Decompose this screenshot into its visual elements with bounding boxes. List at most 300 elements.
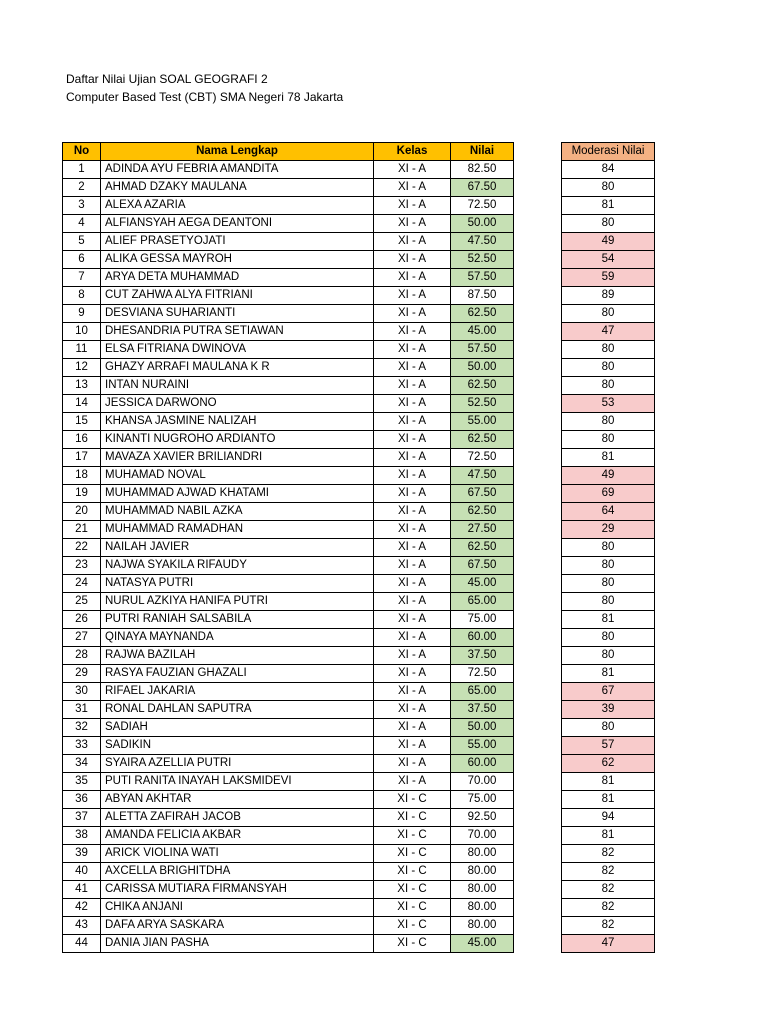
cell-name[interactable]: ABYAN AKHTAR (101, 791, 374, 809)
cell-no[interactable]: 13 (63, 377, 101, 395)
table-row (63, 773, 514, 791)
cell-name[interactable]: QINAYA MAYNANDA (101, 629, 374, 647)
cell-name[interactable]: ALIEF PRASETYOJATI (101, 233, 374, 251)
header-name[interactable]: Nama Lengkap (101, 143, 374, 161)
cell-kelas[interactable]: XI - A (374, 665, 451, 683)
table-row (63, 287, 514, 305)
cell-no[interactable]: 43 (63, 917, 101, 935)
table-row (562, 881, 655, 899)
table-row (562, 701, 655, 719)
cell-name[interactable]: RAJWA BAZILAH (101, 647, 374, 665)
cell-no[interactable]: 26 (63, 611, 101, 629)
cell-nilai[interactable]: 47.50 (451, 467, 514, 485)
table-row (63, 791, 514, 809)
cell-name[interactable]: MAVAZA XAVIER BRILIANDRI (101, 449, 374, 467)
cell-no[interactable]: 44 (63, 935, 101, 953)
cell-moderasi[interactable]: 47 (562, 935, 655, 953)
cell-no[interactable]: 27 (63, 629, 101, 647)
cell-no[interactable]: 34 (63, 755, 101, 773)
cell-name[interactable]: KINANTI NUGROHO ARDIANTO (101, 431, 374, 449)
cell-moderasi[interactable]: 81 (562, 791, 655, 809)
cell-name[interactable]: ARYA DETA MUHAMMAD (101, 269, 374, 287)
table-row (562, 791, 655, 809)
cell-moderasi[interactable]: 59 (562, 269, 655, 287)
cell-moderasi[interactable]: 81 (562, 827, 655, 845)
table-row (63, 899, 514, 917)
cell-kelas[interactable]: XI - A (374, 755, 451, 773)
cell-name[interactable]: ADINDA AYU FEBRIA AMANDITA (101, 161, 374, 179)
cell-moderasi[interactable]: 80 (562, 593, 655, 611)
cell-no[interactable]: 35 (63, 773, 101, 791)
cell-name[interactable]: ALIKA GESSA MAYROH (101, 251, 374, 269)
table-row (63, 575, 514, 593)
cell-no[interactable]: 37 (63, 809, 101, 827)
table-row (63, 395, 514, 413)
cell-kelas[interactable]: XI - C (374, 881, 451, 899)
cell-no[interactable]: 7 (63, 269, 101, 287)
cell-no[interactable]: 12 (63, 359, 101, 377)
cell-kelas[interactable]: XI - A (374, 467, 451, 485)
cell-kelas[interactable]: XI - A (374, 377, 451, 395)
cell-name[interactable]: MUHAMMAD NABIL AZKA (101, 503, 374, 521)
cell-nilai[interactable]: 45.00 (451, 323, 514, 341)
cell-no[interactable]: 41 (63, 881, 101, 899)
cell-no[interactable]: 18 (63, 467, 101, 485)
table-row (63, 665, 514, 683)
cell-nilai[interactable]: 80.00 (451, 881, 514, 899)
table-row (562, 359, 655, 377)
cell-moderasi[interactable]: 53 (562, 395, 655, 413)
table-row (562, 323, 655, 341)
table-row (63, 755, 514, 773)
cell-nilai[interactable]: 62.50 (451, 305, 514, 323)
cell-moderasi[interactable]: 80 (562, 539, 655, 557)
cell-no[interactable]: 38 (63, 827, 101, 845)
cell-kelas[interactable]: XI - A (374, 719, 451, 737)
cell-name[interactable]: PUTRI RANIAH SALSABILA (101, 611, 374, 629)
cell-nilai[interactable]: 50.00 (451, 215, 514, 233)
cell-nilai[interactable]: 80.00 (451, 917, 514, 935)
cell-no[interactable]: 22 (63, 539, 101, 557)
table-row (63, 557, 514, 575)
cell-nilai[interactable]: 67.50 (451, 557, 514, 575)
cell-moderasi[interactable]: 49 (562, 467, 655, 485)
cell-moderasi[interactable]: 80 (562, 719, 655, 737)
cell-kelas[interactable]: XI - A (374, 647, 451, 665)
cell-nilai[interactable]: 67.50 (451, 485, 514, 503)
cell-moderasi[interactable]: 47 (562, 323, 655, 341)
cell-name[interactable]: CHIKA ANJANI (101, 899, 374, 917)
cell-moderasi[interactable]: 80 (562, 305, 655, 323)
cell-no[interactable]: 33 (63, 737, 101, 755)
cell-moderasi[interactable]: 69 (562, 485, 655, 503)
cell-kelas[interactable]: XI - C (374, 827, 451, 845)
table-row (562, 575, 655, 593)
cell-name[interactable]: DESVIANA SUHARIANTI (101, 305, 374, 323)
table-row (562, 377, 655, 395)
cell-kelas[interactable]: XI - C (374, 917, 451, 935)
cell-name[interactable]: SADIKIN (101, 737, 374, 755)
cell-kelas[interactable]: XI - A (374, 323, 451, 341)
cell-name[interactable]: ELSA FITRIANA DWINOVA (101, 341, 374, 359)
table-row (562, 773, 655, 791)
cell-name[interactable]: AMANDA FELICIA AKBAR (101, 827, 374, 845)
cell-name[interactable]: NURUL AZKIYA HANIFA PUTRI (101, 593, 374, 611)
cell-no[interactable]: 15 (63, 413, 101, 431)
table-row (562, 935, 655, 953)
table-row (562, 755, 655, 773)
cell-moderasi[interactable]: 80 (562, 359, 655, 377)
table-row (562, 431, 655, 449)
cell-moderasi[interactable]: 80 (562, 575, 655, 593)
cell-no[interactable]: 36 (63, 791, 101, 809)
table-row (562, 683, 655, 701)
document-title (66, 70, 343, 106)
table-row (562, 485, 655, 503)
table-row (63, 485, 514, 503)
table-row (562, 233, 655, 251)
table-row (63, 719, 514, 737)
cell-nilai[interactable]: 37.50 (451, 647, 514, 665)
title-line-1: Daftar Nilai Ujian SOAL GEOGRAFI 2 (66, 72, 268, 86)
cell-no[interactable]: 25 (63, 593, 101, 611)
cell-moderasi[interactable]: 82 (562, 917, 655, 935)
table-row (562, 611, 655, 629)
cell-kelas[interactable]: XI - C (374, 791, 451, 809)
table-row (63, 683, 514, 701)
cell-moderasi[interactable]: 82 (562, 881, 655, 899)
table-row (562, 197, 655, 215)
cell-moderasi[interactable]: 80 (562, 179, 655, 197)
cell-name[interactable]: NAJWA SYAKILA RIFAUDY (101, 557, 374, 575)
cell-moderasi[interactable]: 81 (562, 611, 655, 629)
table-row (63, 539, 514, 557)
table-row (63, 179, 514, 197)
cell-nilai[interactable]: 62.50 (451, 539, 514, 557)
cell-nilai[interactable]: 60.00 (451, 755, 514, 773)
cell-kelas[interactable]: XI - A (374, 701, 451, 719)
cell-nilai[interactable]: 37.50 (451, 701, 514, 719)
cell-kelas[interactable]: XI - A (374, 539, 451, 557)
cell-no[interactable]: 2 (63, 179, 101, 197)
grades-table (62, 142, 514, 953)
cell-no[interactable]: 28 (63, 647, 101, 665)
cell-no[interactable]: 31 (63, 701, 101, 719)
cell-kelas[interactable]: XI - A (374, 359, 451, 377)
cell-moderasi[interactable]: 29 (562, 521, 655, 539)
cell-moderasi[interactable]: 82 (562, 845, 655, 863)
table-row (63, 917, 514, 935)
cell-nilai[interactable]: 87.50 (451, 287, 514, 305)
cell-nilai[interactable]: 65.00 (451, 593, 514, 611)
table-row (63, 467, 514, 485)
cell-kelas[interactable]: XI - A (374, 557, 451, 575)
table-row (63, 701, 514, 719)
cell-kelas[interactable]: XI - A (374, 575, 451, 593)
cell-name[interactable]: PUTI RANITA INAYAH LAKSMIDEVI (101, 773, 374, 791)
cell-moderasi[interactable]: 80 (562, 557, 655, 575)
cell-nilai[interactable]: 45.00 (451, 935, 514, 953)
cell-moderasi[interactable]: 80 (562, 629, 655, 647)
cell-name[interactable]: SADIAH (101, 719, 374, 737)
cell-moderasi[interactable]: 81 (562, 197, 655, 215)
cell-moderasi[interactable]: 39 (562, 701, 655, 719)
table-row (562, 899, 655, 917)
cell-name[interactable]: RONAL DAHLAN SAPUTRA (101, 701, 374, 719)
cell-kelas[interactable]: XI - A (374, 449, 451, 467)
cell-kelas[interactable]: XI - A (374, 485, 451, 503)
table-row (562, 629, 655, 647)
table-row (562, 863, 655, 881)
cell-no[interactable]: 3 (63, 197, 101, 215)
cell-nilai[interactable]: 50.00 (451, 359, 514, 377)
cell-kelas[interactable]: XI - A (374, 611, 451, 629)
table-row (63, 215, 514, 233)
table-row (562, 251, 655, 269)
cell-moderasi[interactable]: 81 (562, 773, 655, 791)
cell-kelas[interactable]: XI - C (374, 863, 451, 881)
cell-no[interactable]: 19 (63, 485, 101, 503)
cell-nilai[interactable]: 70.00 (451, 827, 514, 845)
cell-nilai[interactable]: 80.00 (451, 845, 514, 863)
table-row (562, 593, 655, 611)
cell-moderasi[interactable]: 80 (562, 413, 655, 431)
cell-kelas[interactable]: XI - A (374, 431, 451, 449)
table-row (63, 305, 514, 323)
table-row (562, 503, 655, 521)
cell-nilai[interactable]: 57.50 (451, 341, 514, 359)
cell-moderasi[interactable]: 80 (562, 341, 655, 359)
cell-kelas[interactable]: XI - A (374, 503, 451, 521)
cell-nilai[interactable]: 67.50 (451, 179, 514, 197)
cell-kelas[interactable]: XI - A (374, 179, 451, 197)
table-row (63, 251, 514, 269)
cell-no[interactable]: 39 (63, 845, 101, 863)
moderation-body (562, 161, 655, 953)
cell-nilai[interactable]: 72.50 (451, 449, 514, 467)
table-row (562, 179, 655, 197)
cell-name[interactable]: INTAN NURAINI (101, 377, 374, 395)
cell-name[interactable]: RASYA FAUZIAN GHAZALI (101, 665, 374, 683)
cell-name[interactable]: SYAIRA AZELLIA PUTRI (101, 755, 374, 773)
cell-no[interactable]: 20 (63, 503, 101, 521)
table-row (562, 161, 655, 179)
cell-no[interactable]: 17 (63, 449, 101, 467)
table-row (63, 503, 514, 521)
cell-kelas[interactable]: XI - C (374, 935, 451, 953)
cell-no[interactable]: 42 (63, 899, 101, 917)
table-row (562, 269, 655, 287)
table-row (562, 647, 655, 665)
cell-moderasi[interactable]: 84 (562, 161, 655, 179)
cell-kelas[interactable]: XI - A (374, 197, 451, 215)
cell-nilai[interactable]: 62.50 (451, 377, 514, 395)
cell-nilai[interactable]: 82.50 (451, 161, 514, 179)
table-row (562, 539, 655, 557)
cell-kelas[interactable]: XI - A (374, 683, 451, 701)
cell-name[interactable]: DANIA JIAN PASHA (101, 935, 374, 953)
cell-kelas[interactable]: XI - A (374, 287, 451, 305)
cell-no[interactable]: 8 (63, 287, 101, 305)
cell-kelas[interactable]: XI - A (374, 233, 451, 251)
table-row (562, 395, 655, 413)
table-row (562, 341, 655, 359)
cell-no[interactable]: 10 (63, 323, 101, 341)
cell-moderasi[interactable]: 94 (562, 809, 655, 827)
cell-moderasi[interactable]: 82 (562, 863, 655, 881)
cell-moderasi[interactable]: 54 (562, 251, 655, 269)
table-row (63, 881, 514, 899)
cell-nilai[interactable]: 52.50 (451, 395, 514, 413)
cell-kelas[interactable]: XI - A (374, 395, 451, 413)
cell-name[interactable]: ALETTA ZAFIRAH JACOB (101, 809, 374, 827)
cell-moderasi[interactable]: 80 (562, 431, 655, 449)
cell-name[interactable]: KHANSA JASMINE NALIZAH (101, 413, 374, 431)
table-row (562, 845, 655, 863)
cell-nilai[interactable]: 75.00 (451, 611, 514, 629)
cell-moderasi[interactable]: 81 (562, 665, 655, 683)
cell-moderasi[interactable]: 89 (562, 287, 655, 305)
cell-name[interactable]: ARICK VIOLINA WATI (101, 845, 374, 863)
cell-nilai[interactable]: 45.00 (451, 575, 514, 593)
cell-moderasi[interactable]: 67 (562, 683, 655, 701)
cell-kelas[interactable]: XI - A (374, 773, 451, 791)
cell-nilai[interactable]: 62.50 (451, 503, 514, 521)
cell-nilai[interactable]: 50.00 (451, 719, 514, 737)
cell-moderasi[interactable]: 82 (562, 899, 655, 917)
cell-nilai[interactable]: 52.50 (451, 251, 514, 269)
cell-moderasi[interactable]: 80 (562, 377, 655, 395)
cell-nilai[interactable]: 65.00 (451, 683, 514, 701)
cell-kelas[interactable]: XI - A (374, 251, 451, 269)
table-row (562, 305, 655, 323)
grades-body (63, 161, 514, 953)
cell-kelas[interactable]: XI - A (374, 269, 451, 287)
cell-name[interactable]: DHESANDRIA PUTRA SETIAWAN (101, 323, 374, 341)
header-no[interactable]: No (63, 143, 101, 161)
cell-name[interactable]: JESSICA DARWONO (101, 395, 374, 413)
header-moderasi[interactable]: Moderasi Nilai (562, 143, 655, 161)
cell-nilai[interactable]: 57.50 (451, 269, 514, 287)
moderation-table (561, 142, 655, 953)
cell-name[interactable]: AHMAD DZAKY MAULANA (101, 179, 374, 197)
cell-name[interactable]: CARISSA MUTIARA FIRMANSYAH (101, 881, 374, 899)
cell-kelas[interactable]: XI - A (374, 341, 451, 359)
cell-nilai[interactable]: 92.50 (451, 809, 514, 827)
cell-no[interactable]: 4 (63, 215, 101, 233)
cell-name[interactable]: AXCELLA BRIGHITDHA (101, 863, 374, 881)
cell-name[interactable]: NAILAH JAVIER (101, 539, 374, 557)
cell-moderasi[interactable]: 57 (562, 737, 655, 755)
cell-nilai[interactable]: 62.50 (451, 431, 514, 449)
cell-name[interactable]: NATASYA PUTRI (101, 575, 374, 593)
cell-nilai[interactable]: 27.50 (451, 521, 514, 539)
cell-kelas[interactable]: XI - C (374, 845, 451, 863)
cell-moderasi[interactable]: 49 (562, 233, 655, 251)
cell-no[interactable]: 5 (63, 233, 101, 251)
cell-nilai[interactable]: 60.00 (451, 629, 514, 647)
cell-name[interactable]: ALFIANSYAH AEGA DEANTONI (101, 215, 374, 233)
cell-name[interactable]: RIFAEL JAKARIA (101, 683, 374, 701)
cell-name[interactable]: MUHAMMAD RAMADHAN (101, 521, 374, 539)
table-row (63, 593, 514, 611)
cell-no[interactable]: 29 (63, 665, 101, 683)
table-row (63, 431, 514, 449)
table-row (562, 827, 655, 845)
cell-kelas[interactable]: XI - A (374, 305, 451, 323)
table-row (63, 197, 514, 215)
cell-no[interactable]: 24 (63, 575, 101, 593)
cell-no[interactable]: 21 (63, 521, 101, 539)
table-row (562, 521, 655, 539)
table-row (63, 935, 514, 953)
table-row (562, 413, 655, 431)
cell-moderasi[interactable]: 80 (562, 215, 655, 233)
table-row (562, 449, 655, 467)
table-row (63, 827, 514, 845)
cell-moderasi[interactable]: 64 (562, 503, 655, 521)
cell-name[interactable]: MUHAMMAD AJWAD KHATAMI (101, 485, 374, 503)
cell-no[interactable]: 6 (63, 251, 101, 269)
cell-no[interactable]: 23 (63, 557, 101, 575)
header-kelas[interactable]: Kelas (374, 143, 451, 161)
cell-no[interactable]: 9 (63, 305, 101, 323)
cell-no[interactable]: 16 (63, 431, 101, 449)
cell-kelas[interactable]: XI - A (374, 161, 451, 179)
cell-name[interactable]: ALEXA AZARIA (101, 197, 374, 215)
table-row (63, 845, 514, 863)
table-row (63, 521, 514, 539)
cell-kelas[interactable]: XI - A (374, 521, 451, 539)
cell-nilai[interactable]: 75.00 (451, 791, 514, 809)
table-row (562, 665, 655, 683)
cell-no[interactable]: 14 (63, 395, 101, 413)
cell-kelas[interactable]: XI - A (374, 593, 451, 611)
cell-nilai[interactable]: 80.00 (451, 899, 514, 917)
cell-no[interactable]: 1 (63, 161, 101, 179)
table-row (63, 233, 514, 251)
cell-kelas[interactable]: XI - A (374, 737, 451, 755)
cell-moderasi[interactable]: 80 (562, 647, 655, 665)
cell-no[interactable]: 32 (63, 719, 101, 737)
cell-name[interactable]: GHAZY ARRAFI MAULANA K R (101, 359, 374, 377)
cell-kelas[interactable]: XI - C (374, 809, 451, 827)
cell-kelas[interactable]: XI - A (374, 215, 451, 233)
cell-no[interactable]: 11 (63, 341, 101, 359)
cell-moderasi[interactable]: 81 (562, 449, 655, 467)
cell-nilai[interactable]: 70.00 (451, 773, 514, 791)
cell-kelas[interactable]: XI - A (374, 629, 451, 647)
table-row (63, 161, 514, 179)
cell-no[interactable]: 40 (63, 863, 101, 881)
table-row (562, 287, 655, 305)
cell-name[interactable]: MUHAMAD NOVAL (101, 467, 374, 485)
cell-nilai[interactable]: 72.50 (451, 197, 514, 215)
cell-nilai[interactable]: 55.00 (451, 413, 514, 431)
cell-nilai[interactable]: 80.00 (451, 863, 514, 881)
cell-no[interactable]: 30 (63, 683, 101, 701)
header-nilai[interactable]: Nilai (451, 143, 514, 161)
table-row (63, 341, 514, 359)
cell-nilai[interactable]: 55.00 (451, 737, 514, 755)
cell-moderasi[interactable]: 62 (562, 755, 655, 773)
cell-nilai[interactable]: 72.50 (451, 665, 514, 683)
cell-kelas[interactable]: XI - C (374, 899, 451, 917)
cell-name[interactable]: DAFA ARYA SASKARA (101, 917, 374, 935)
cell-nilai[interactable]: 47.50 (451, 233, 514, 251)
cell-kelas[interactable]: XI - A (374, 413, 451, 431)
cell-name[interactable]: CUT ZAHWA ALYA FITRIANI (101, 287, 374, 305)
